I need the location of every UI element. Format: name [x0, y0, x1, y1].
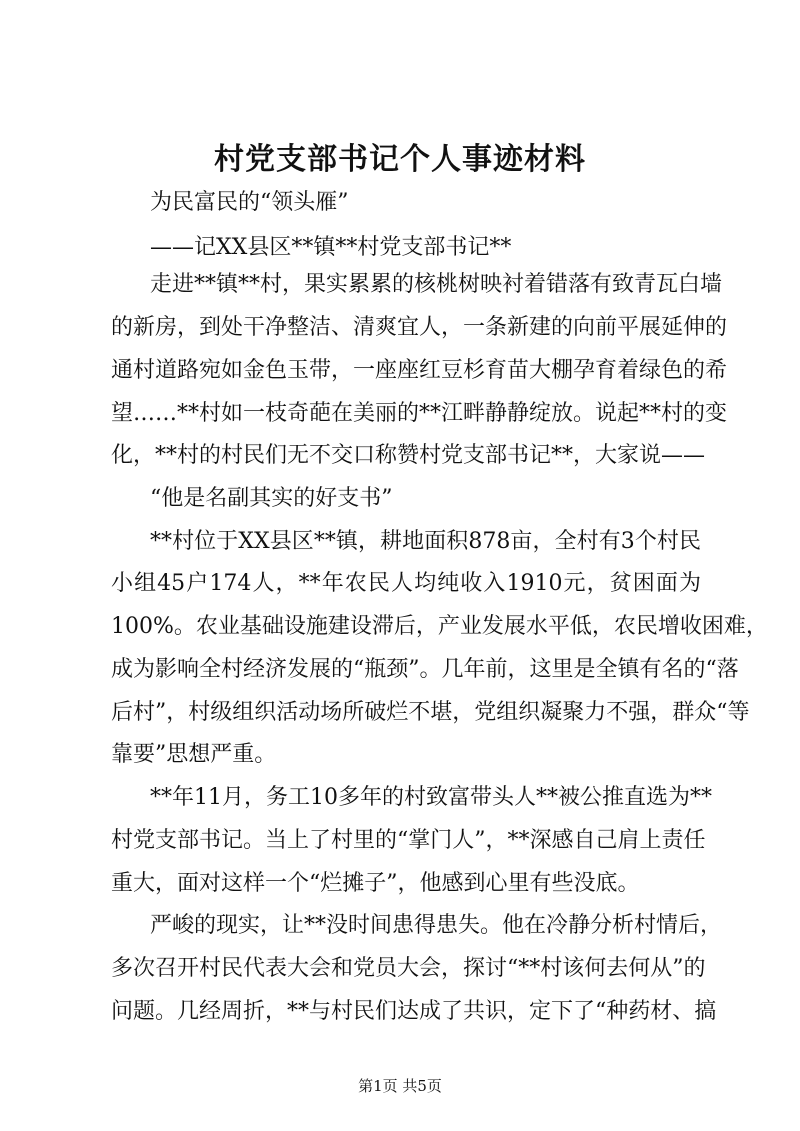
document-subtitle: 为民富民的“领头雁” — [150, 190, 349, 215]
paragraph-line: 100%。农业基础设施建设滞后，产业发展水平低，农民增收困难， — [111, 614, 768, 639]
paragraph-line: 靠要”思想严重。 — [111, 742, 277, 767]
paragraph-line: 多次召开村民代表大会和党员大会，探讨“**村该何去何从”的 — [111, 956, 706, 981]
paragraph-line: 的新房，到处干净整洁、清爽宜人，一条新建的向前平展延伸的 — [111, 315, 728, 340]
paragraph-line: 望……**村如一枝奇葩在美丽的**江畔静静绽放。说起**村的变 — [111, 401, 728, 426]
page-footer: 第1页 共5页 — [358, 1077, 442, 1095]
section-heading: “他是名副其实的好支书” — [150, 486, 393, 511]
paragraph-line: 村党支部书记。当上了村里的“掌门人”，**深感自己肩上责任 — [111, 828, 706, 853]
paragraph-line: 后村”，村级组织活动场所破烂不堪，党组织凝聚力不强，群众“等 — [111, 700, 750, 725]
paragraph-line: **年11月，务工10多年的村致富带头人**被公推直选为** — [150, 785, 712, 810]
paragraph-line: 走进**镇**村，果实累累的核桃树映衬着错落有致青瓦白墙 — [150, 272, 723, 297]
paragraph-line: 成为影响全村经济发展的“瓶颈”。几年前，这里是全镇有名的“落 — [111, 657, 739, 682]
paragraph-line: 化，**村的村民们无不交口称赞村党支部书记**，大家说—— — [111, 443, 706, 468]
paragraph-line: 重大，面对这样一个“烂摊子”，他感到心里有些没底。 — [111, 871, 640, 896]
paragraph-line: 问题。几经周折，**与村民们达成了共识，定下了“种药材、搞 — [111, 999, 717, 1024]
paragraph-line: 严峻的现实，让**没时间患得患失。他在冷静分析村情后， — [150, 913, 723, 938]
document-title: 村党支部书记个人事迹材料 — [214, 142, 586, 177]
paragraph-line: 小组45户174人，**年农民人均纯收入1910元，贫困面为 — [111, 571, 701, 596]
paragraph-line: 通村道路宛如金色玉带，一座座红豆杉育苗大棚孕育着绿色的希 — [111, 358, 728, 383]
document-byline: ——记XX县区**镇**村党支部书记** — [150, 235, 512, 260]
paragraph-line: **村位于XX县区**镇，耕地面积878亩，全村有3个村民 — [150, 529, 701, 554]
